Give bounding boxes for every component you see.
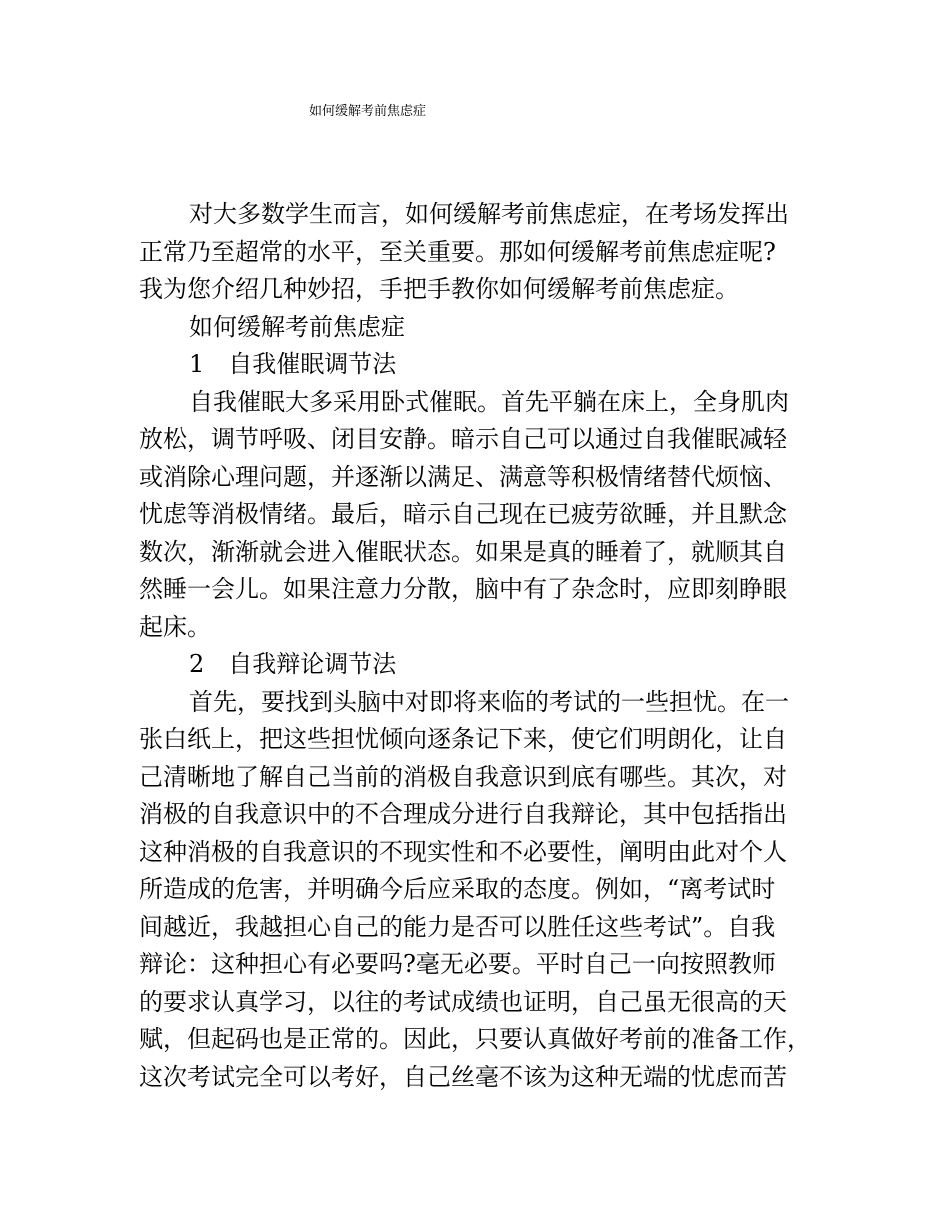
body-line: 数次，渐渐就会进入催眠状态。如果是真的睡着了，就顺其自 <box>139 537 787 566</box>
body-line: 的要求认真学习，以往的考试成绩也证明，自己虽无很高的天 <box>139 987 787 1016</box>
body-line: 起床。 <box>139 612 211 641</box>
section-heading: 2 自我辩论调节法 <box>189 650 397 678</box>
body-line: 张白纸上，把这些担忧倾向逐条记下来，使它们明朗化，让自 <box>139 725 787 753</box>
body-line: 对大多数学生而言，如何缓解考前焦虑症，在考场发挥出 <box>189 200 789 228</box>
page-header-title: 如何缓解考前焦虑症 <box>309 104 427 119</box>
body-line: 己清晰地了解自己当前的消极自我意识到底有哪些。其次，对 <box>139 762 787 791</box>
section-heading: 1 自我催眠调节法 <box>189 350 397 378</box>
body-line: 这种消极的自我意识的不现实性和不必要性，阐明由此对个人 <box>139 837 787 866</box>
body-line: 间越近，我越担心自己的能力是否可以胜任这些考试”。自我 <box>139 912 776 941</box>
section-heading: 如何缓解考前焦虑症 <box>189 312 405 341</box>
body-line: 然睡一会儿。如果注意力分散，脑中有了杂念时，应即刻睁眼 <box>139 575 787 603</box>
body-line: 放松，调节呼吸、闭目安静。暗示自己可以通过自我催眠减轻 <box>139 425 787 453</box>
body-line: 所造成的危害，并明确今后应采取的态度。例如，“离考试时 <box>139 875 776 903</box>
body-line: 我为您介绍几种妙招，手把手教你如何缓解考前焦虑症。 <box>139 275 739 303</box>
body-line: 辩论：这种担心有必要吗?毫无必要。平时自己一向按照教师 <box>139 950 776 978</box>
body-line: 首先，要找到头脑中对即将来临的考试的一些担忧。在一 <box>189 687 789 716</box>
body-line: 自我催眠大多采用卧式催眠。首先平躺在床上，全身肌肉 <box>189 387 789 416</box>
body-line: 或消除心理问题，并逐渐以满足、满意等积极情绪替代烦恼、 <box>139 462 787 491</box>
body-line: 这次考试完全可以考好，自己丝毫不该为这种无端的忧虑而苦 <box>139 1062 787 1091</box>
document-body <box>139 196 819 1096</box>
body-line: 正常乃至超常的水平，至关重要。那如何缓解考前焦虑症呢? <box>139 237 776 266</box>
body-line: 消极的自我意识中的不合理成分进行自我辩论，其中包括指出 <box>139 800 787 828</box>
body-line: 忧虑等消极情绪。最后，暗示自己现在已疲劳欲睡，并且默念 <box>139 500 787 528</box>
body-line: 赋，但起码也是正常的。因此，只要认真做好考前的准备工作， <box>139 1025 811 1053</box>
